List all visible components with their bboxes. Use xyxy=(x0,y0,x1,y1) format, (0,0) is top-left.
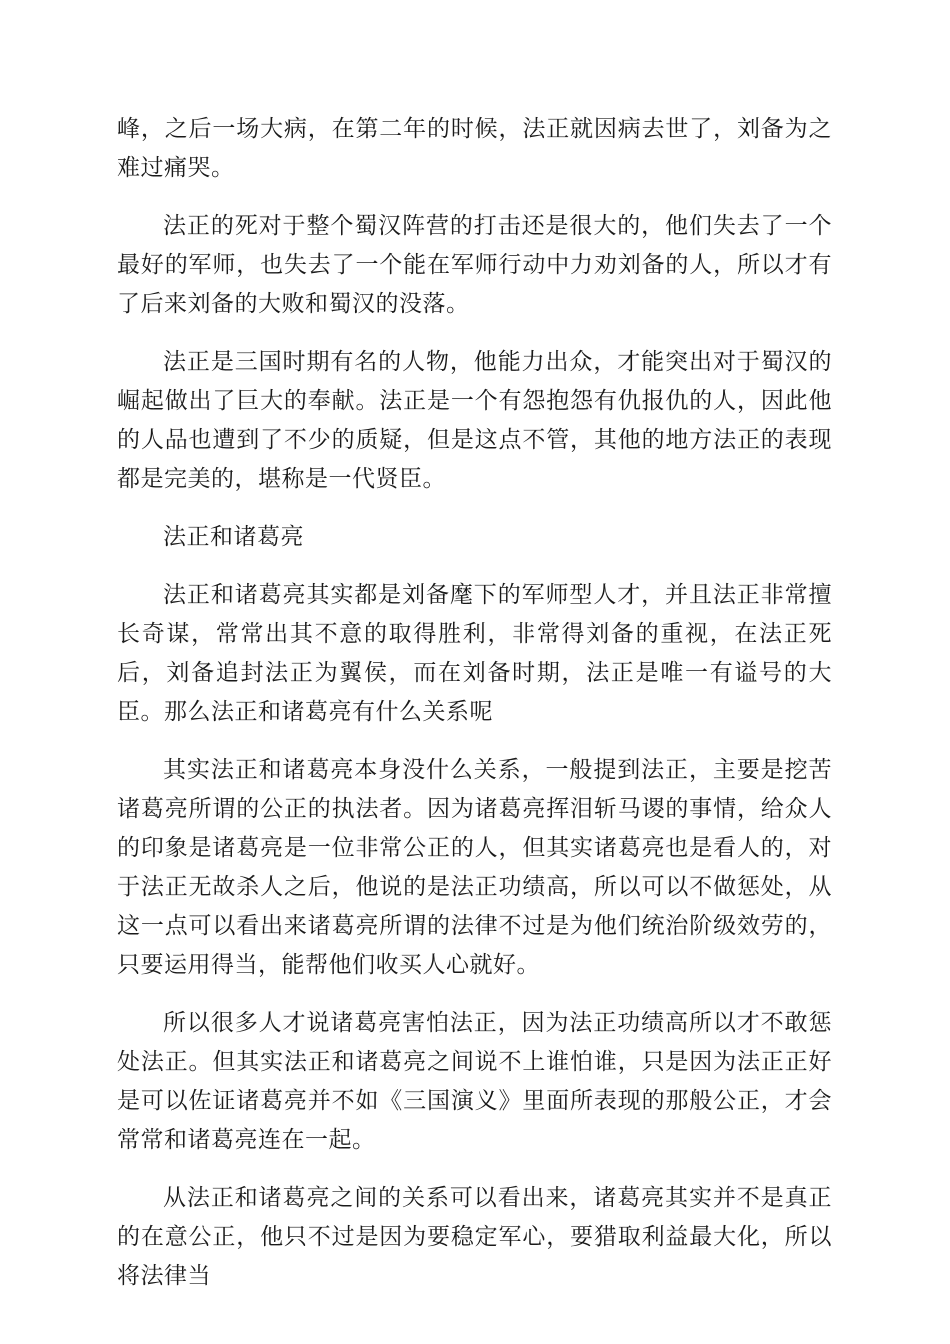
paragraph: 法正和诸葛亮其实都是刘备麾下的军师型人才，并且法正非常擅长奇谋，常常出其不意的取得胜利，非常得刘备的重视，在法正死后，刘备追封法正为翼侯，而在刘备时期，法正是唯一有谥号的大臣。那么法正和诸葛亮有什么关系呢 xyxy=(117,582,832,725)
paragraph-continuation: 峰，之后一场大病，在第二年的时候，法正就因病去世了，刘备为之难过痛哭。 xyxy=(117,116,832,181)
paragraph: 所以很多人才说诸葛亮害怕法正，因为法正功绩高所以才不敢惩处法正。但其实法正和诸葛亮之间说不上谁怕谁，只是因为法正正好是可以佐证诸葛亮并不如《三国演义》里面所表现的那般公正，才会常常和诸葛亮连在一起。 xyxy=(117,1010,832,1153)
paragraph: 从法正和诸葛亮之间的关系可以看出来，诸葛亮其实并不是真正的在意公正，他只不过是因为要稳定军心，要猎取利益最大化，所以将法律当 xyxy=(117,1185,832,1289)
paragraph: 其实法正和诸葛亮本身没什么关系，一般提到法正，主要是挖苦诸葛亮所谓的公正的执法者。因为诸葛亮挥泪斩马谡的事情，给众人的印象是诸葛亮是一位非常公正的人，但其实诸葛亮也是看人的，对于法正无故杀人之后，他说的是法正功绩高，所以可以不做惩处，从这一点可以看出来诸葛亮所谓的法律不过是为他们统治阶级效劳的，只要运用得当，能帮他们收买人心就好。 xyxy=(117,757,832,978)
paragraph: 法正的死对于整个蜀汉阵营的打击还是很大的，他们失去了一个最好的军师，也失去了一个能在军师行动中力劝刘备的人，所以才有了后来刘备的大败和蜀汉的没落。 xyxy=(117,213,832,317)
paragraph: 法正是三国时期有名的人物，他能力出众，才能突出对于蜀汉的崛起做出了巨大的奉献。法正是一个有怨抱怨有仇报仇的人，因此他的人品也遭到了不少的质疑，但是这点不管，其他的地方法正的表现都是完美的，堪称是一代贤臣。 xyxy=(117,349,832,492)
document-body xyxy=(117,110,832,1315)
section-heading: 法正和诸葛亮 xyxy=(163,524,304,550)
